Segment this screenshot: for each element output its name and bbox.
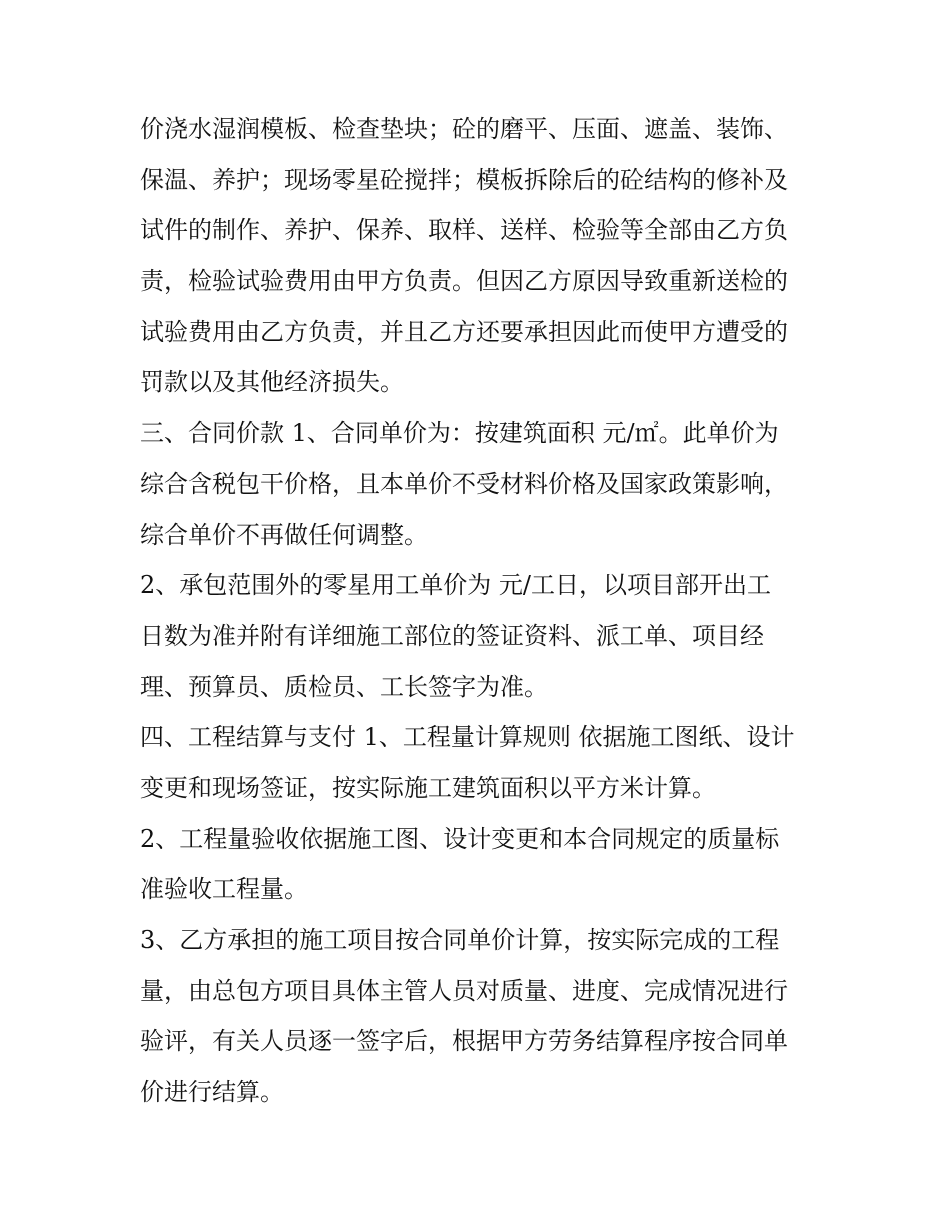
document-body: [140, 104, 820, 1118]
text-line: 试件的制作、养护、保养、取样、送样、检验等全部由乙方负: [140, 216, 788, 245]
text-line: 日数为准并附有详细施工部位的签证资料、派工单、项目经: [140, 621, 764, 650]
text-line: 变更和现场签证，按实际施工建筑面积以平方米计算。: [140, 773, 716, 802]
text-line: 保温、养护；现场零星砼搅拌；模板拆除后的砼结构的修补及: [140, 165, 788, 194]
section-heading-line: 四、工程结算与支付 1、工程量计算规则 依据施工图纸、设计: [140, 723, 795, 752]
section-heading-line: 三、合同价款 1、合同单价为：按建筑面积 元/㎡。此单价为: [140, 419, 779, 448]
text-line: 准验收工程量。: [140, 875, 308, 904]
text-line: 价浇水湿润模板、检查垫块；砼的磨平、压面、遮盖、装饰、: [140, 115, 788, 143]
text-line: 罚款以及其他经济损失。: [140, 368, 404, 397]
text-line: 2、工程量验收依据施工图、设计变更和本合同规定的质量标: [140, 824, 780, 853]
text-line: 价进行结算。: [140, 1078, 284, 1107]
text-line: 2、承包范围外的零星用工单价为 元/工日，以项目部开出工: [140, 571, 771, 600]
text-line: 量，由总包方项目具体主管人员对质量、进度、完成情况进行: [140, 976, 788, 1005]
text-line: 责，检验试验费用由甲方负责。但因乙方原因导致重新送检的: [140, 267, 788, 296]
text-line: 综合单价不再做任何调整。: [140, 520, 428, 549]
text-line: 3、乙方承担的施工项目按合同单价计算，按实际完成的工程: [140, 926, 780, 954]
text-line: 综合含税包干价格，且本单价不受材料价格及国家政策影响，: [140, 469, 788, 498]
text-line: 验评，有关人员逐一签字后，根据甲方劳务结算程序按合同单: [140, 1027, 788, 1056]
text-line: 试验费用由乙方负责，并且乙方还要承担因此而使甲方遭受的: [140, 317, 788, 346]
text-line: 理、预算员、质检员、工长签字为准。: [140, 672, 548, 701]
